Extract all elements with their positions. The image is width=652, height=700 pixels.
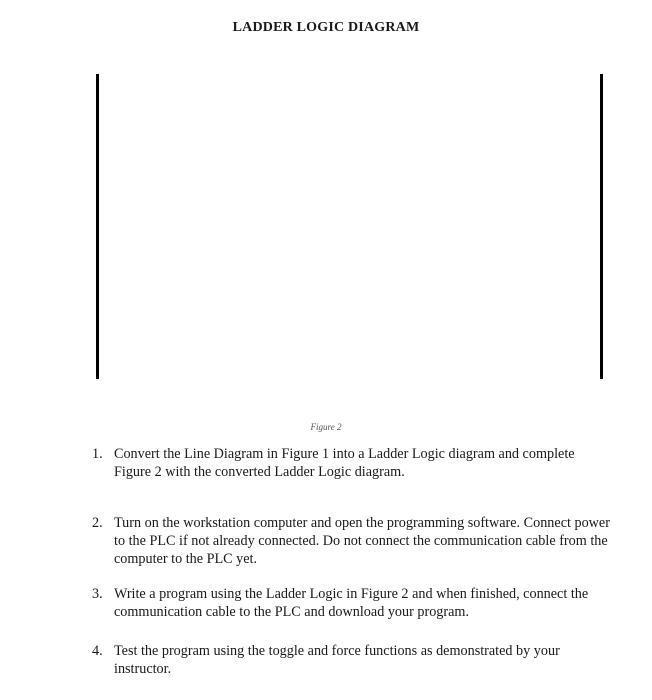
step-text: Write a program using the Ladder Logic in Figure 2 and when finished, connect the communication cable to the PLC and download your program. [114, 586, 589, 620]
page-title: LADDER LOGIC DIAGRAM [232, 20, 420, 35]
step-text: Turn on the workstation computer and open the programming software. Connect power to the PLC if not already connected. Do not connect the communication cable from the computer to the PLC yet. [114, 515, 610, 567]
step-number: 3. [92, 586, 103, 602]
step-text: Convert the Line Diagram in Figure 1 into a Ladder Logic diagram and complete Figure 2 with the converted Ladder Logic diagram. [114, 446, 575, 480]
instruction-step-1 [92, 445, 612, 481]
instruction-step-3 [92, 585, 612, 621]
step-number: 1. [92, 446, 103, 462]
left-power-rail [96, 74, 99, 379]
instruction-step-4 [92, 642, 612, 678]
instruction-step-2 [92, 514, 612, 568]
figure-caption: Figure 2 [310, 422, 342, 432]
step-number: 2. [92, 515, 103, 531]
step-number: 4. [92, 643, 103, 659]
right-power-rail [600, 74, 603, 379]
step-text: Test the program using the toggle and force functions as demonstrated by your instructor. [114, 643, 560, 677]
